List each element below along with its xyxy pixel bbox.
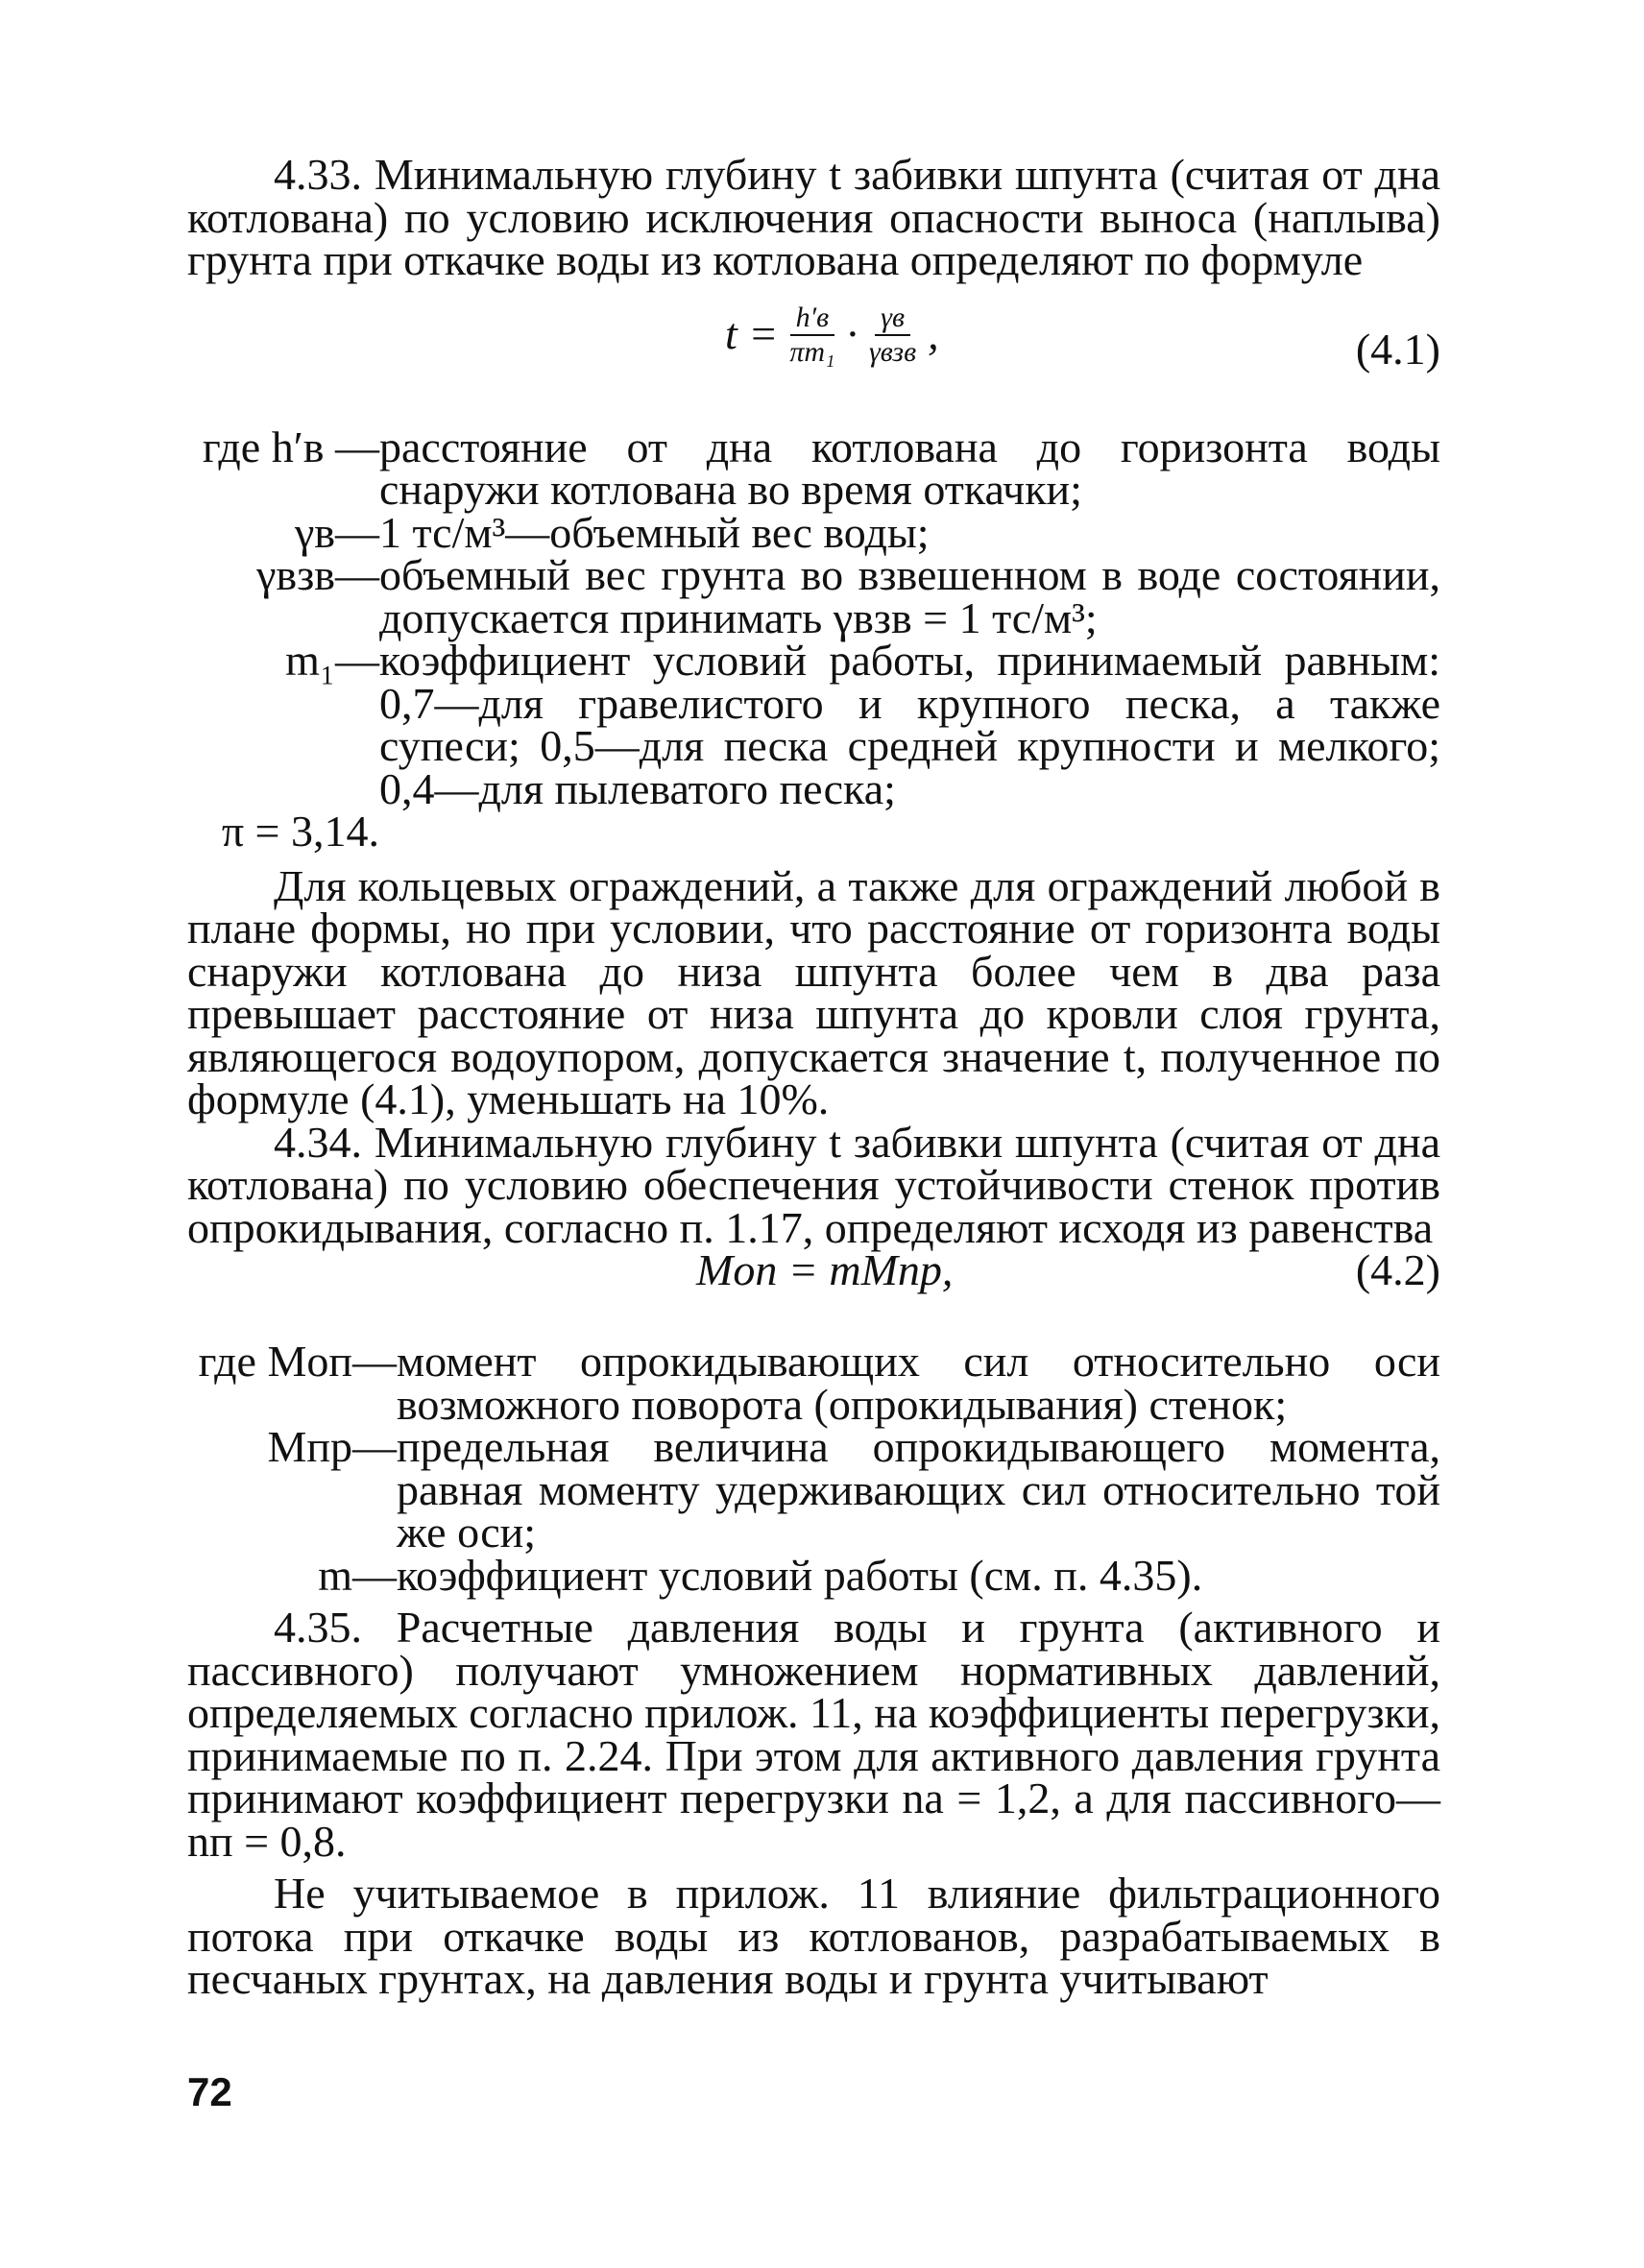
definition-text: расстояние от дна котлована до горизонта воды снаружи котлована во время откачки;	[379, 422, 1440, 514]
definitions-list-2	[187, 1337, 1440, 1600]
definition-text: момент опрокидывающих сил относительно оси возможного поворота (опрокидывания) стенок;	[397, 1337, 1440, 1429]
definition-item	[187, 550, 1440, 642]
multiply-dot: ·	[846, 309, 858, 359]
definition-symbol: Mпр—	[267, 1422, 397, 1471]
definition-text: 1 тс/м³—объемный вес воды;	[379, 507, 930, 557]
fraction-1-numerator: h′в	[790, 302, 835, 336]
paragraph-ring-enclosures: Для кольцевых ограждений, а также для ограждений любой в плане формы, но при условии, что расстояние от горизонта воды снаружи котлована до низа шпунта более чем в два раза превышает расстояние от низа шпунта до кровли слоя грунта, являющегося водоупором, допускается значение t, полученное по формуле (4.1), уменьшать на 10%.	[187, 860, 1440, 1123]
formula-4-1	[187, 282, 1440, 426]
definition-symbol: γв—	[294, 507, 379, 557]
definition-text: коэффициент условий работы, принимаемый равным: 0,7—для гравелистого и крупного песка, а также супеси; 0,5—для песка средней крупности и мелкого; 0,4—для пылеватого песка;	[379, 636, 1440, 813]
paragraph-4-33: 4.33. Минимальную глубину t забивки шпунта (считая от дна котлована) по условию исключения опасности выноса (наплыва) грунта при откачке воды из котлована определяют по формуле	[187, 150, 1440, 284]
definition-symbol: m₁—	[285, 636, 379, 685]
definition-item	[187, 422, 1440, 514]
definition-text	[379, 810, 1440, 854]
definition-text: коэффициент условий работы (см. п. 4.35).	[397, 1550, 1203, 1600]
definition-item	[187, 1337, 1440, 1429]
definition-item	[187, 1422, 1440, 1556]
definition-symbol: где h′в —	[202, 422, 379, 471]
equation-number-4-1: (4.1)	[1355, 324, 1440, 374]
definition-symbol: π = 3,14.	[221, 807, 379, 856]
definition-item	[187, 636, 1440, 813]
document-page	[187, 150, 1440, 2003]
formula-4-1-lhs: t =	[725, 309, 779, 359]
definitions-list-1	[187, 422, 1440, 856]
definition-text: предельная величина опрокидывающего момента, равная моменту удерживающих сил относительно той же оси;	[397, 1422, 1440, 1556]
fraction-1	[784, 302, 840, 369]
definition-symbol: m—	[318, 1550, 397, 1600]
formula-4-1-expression	[725, 302, 939, 369]
formula-4-2-expression: Mоп = mMпр,	[696, 1245, 954, 1294]
definition-item	[187, 807, 1440, 856]
formula-4-2	[187, 1245, 1440, 1340]
fraction-2-denominator: γвзв	[868, 335, 917, 368]
definition-symbol: где Mоп—	[198, 1337, 397, 1386]
equation-number-4-2: (4.2)	[1355, 1245, 1440, 1294]
formula-4-1-tail: ,	[928, 309, 939, 359]
definition-item	[187, 1550, 1440, 1600]
definition-text: объемный вес грунта во взвешенном в воде состоянии, допускается принимать γвзв = 1 тс/м³;	[379, 550, 1440, 642]
paragraph-4-35: 4.35. Расчетные давления воды и грунта (активного и пассивного) получают умножением нормативных давлений, определяемых согласно прилож. 11, на коэффициенты перегрузки, принимаемые по п. 2.24. При этом для активного давления грунта принимают коэффициент перегрузки nа = 1,2, а для пассивного—nп = 0,8.	[187, 1603, 1440, 1866]
fraction-2-numerator: γв	[875, 302, 910, 336]
fraction-1-denominator: πm₁	[789, 335, 835, 368]
definition-symbol: γвзв—	[256, 550, 379, 599]
definition-item	[187, 507, 1440, 557]
fraction-2	[863, 302, 922, 369]
page-number: 72	[187, 2069, 232, 2114]
paragraph-filtration: Не учитываемое в прилож. 11 влияние фильтрационного потока при откачке воды из котлованов, разрабатываемых в песчаных грунтах, на давления воды и грунта учитывают	[187, 1869, 1440, 2003]
paragraph-4-34: 4.34. Минимальную глубину t забивки шпунта (считая от дна котлована) по условию обеспечения устойчивости стенок против опрокидывания, согласно п. 1.17, определяют исходя из равенства	[187, 1117, 1440, 1252]
